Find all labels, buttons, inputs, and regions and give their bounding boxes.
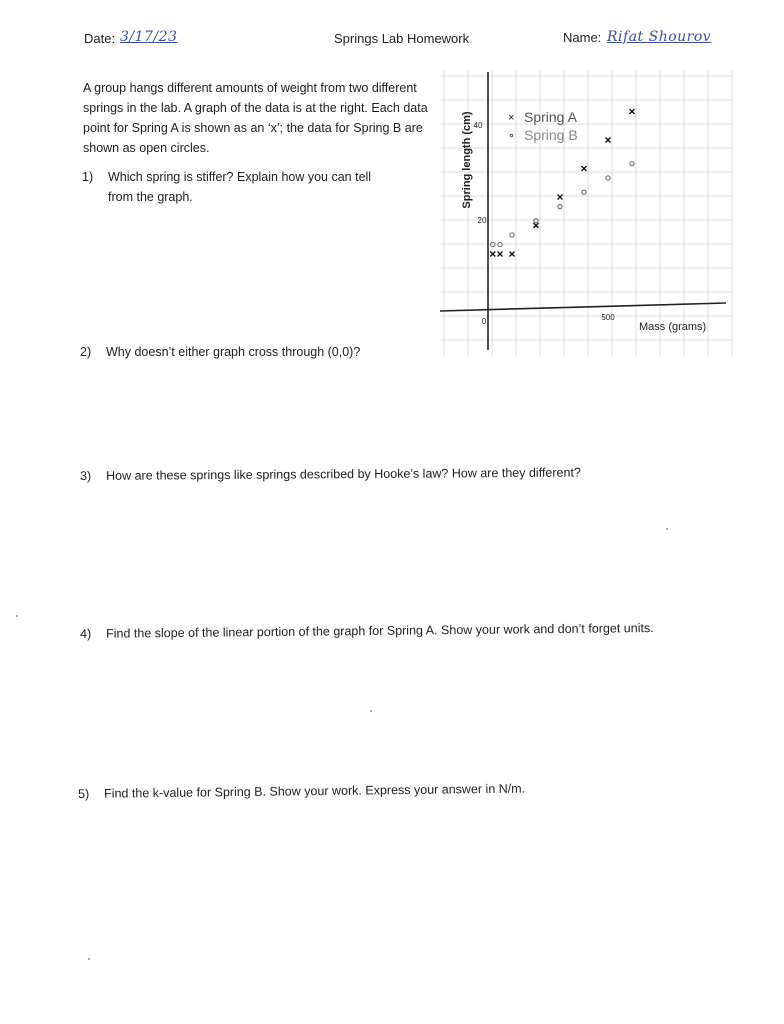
data-point-spring-a (606, 138, 611, 143)
question-number: 4) (80, 626, 92, 641)
spring-length-chart (436, 60, 736, 362)
x-axis (440, 303, 726, 311)
legend-label-spring-a: Spring A (524, 109, 577, 125)
data-point-spring-b (582, 190, 586, 194)
legend-marker-spring-b: ∘ (508, 130, 515, 142)
scan-speck (370, 710, 372, 712)
question-text: How are these springs like springs described by Hooke’s law? How are they different? (106, 465, 581, 483)
date-label: Date: (84, 31, 116, 46)
scan-speck (16, 615, 18, 617)
legend-label-spring-b: Spring B (524, 127, 578, 143)
data-point-spring-b (491, 242, 495, 246)
chart-legend (508, 109, 578, 143)
x-axis-label: Mass (grams) (639, 321, 707, 333)
y-axis-label: Spring length (cm) (461, 111, 473, 209)
y-tick-label-20: 20 (477, 216, 487, 225)
date-value: 3/17/23 (120, 29, 178, 45)
question-text: Find the slope of the linear portion of the graph for Spring A. Show your work and don’t forget units. (106, 620, 654, 641)
data-point-spring-a (534, 223, 539, 228)
question-number: 1) (82, 170, 94, 184)
data-point-spring-b (606, 176, 610, 180)
data-point-spring-a (558, 195, 563, 200)
question-number: 3) (80, 468, 92, 483)
question-1 (82, 167, 412, 207)
data-point-spring-a (630, 109, 635, 114)
question-4 (80, 618, 654, 644)
intro-paragraph: A group hangs different amounts of weight from two different springs in the lab. A graph of the data is at the right. Each data point for Spring A is shown as an ‘x’; the data for Spring B are shown as open circles. (83, 81, 428, 155)
question-text: Find the k-value for Spring B. Show your work. Express your answer in N/m. (104, 781, 526, 801)
question-5 (78, 779, 525, 804)
question-number: 2) (80, 345, 92, 359)
data-point-spring-a (510, 252, 515, 257)
question-text-continued: from the graph. (108, 190, 193, 204)
scan-speck (666, 528, 668, 530)
question-text: Why doesn’t either graph cross through (0,0)? (106, 345, 361, 359)
legend-marker-spring-a: × (508, 112, 515, 124)
question-text: Which spring is stiffer? Explain how you can tell (108, 170, 372, 184)
question-number: 5) (78, 786, 90, 801)
x-tick-label-0: 0 (481, 317, 487, 326)
chart-grid (440, 70, 732, 356)
data-point-spring-b (558, 204, 562, 208)
question-2 (80, 342, 360, 362)
x-tick-label-500: 500 (601, 313, 615, 322)
y-tick-label-40: 40 (473, 121, 483, 130)
data-point-spring-b (510, 233, 514, 237)
data-point-spring-a (498, 252, 503, 257)
data-point-spring-b (630, 162, 634, 166)
data-point-spring-b (534, 219, 538, 223)
data-point-spring-a (490, 252, 495, 257)
data-point-spring-b (498, 242, 502, 246)
question-3 (80, 463, 581, 486)
name-value: Rifat Shourov (607, 29, 712, 45)
worksheet-title: Springs Lab Homework (334, 31, 470, 46)
name-label: Name: (563, 30, 602, 45)
data-point-spring-a (582, 166, 587, 171)
scan-speck (88, 958, 90, 960)
